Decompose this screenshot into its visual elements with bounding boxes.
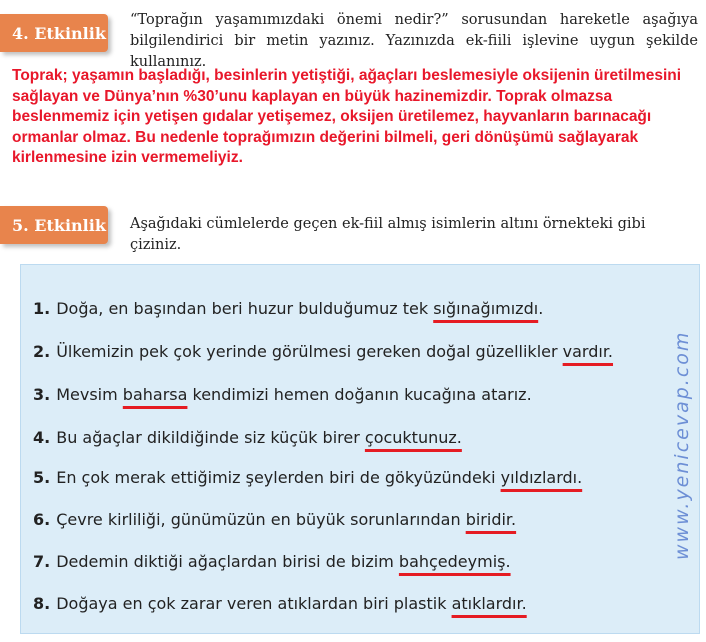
sentence-text: Doğa, en başından beri huzur bulduğumuz tek (56, 299, 434, 318)
sentence-5 (33, 468, 582, 487)
sentence-text: kendimizi hemen doğanın kucağına atarız. (187, 385, 532, 404)
sentence-7 (33, 552, 511, 571)
underlined-word: vardır. (562, 342, 614, 361)
sentence-text: En çok merak ettiğimiz şeylerden biri de gökyüzündeki (56, 468, 501, 487)
sentence-text: Çevre kirliliği, günümüzün en büyük sorunlarından (56, 510, 466, 529)
sentence-number: 3. (33, 385, 51, 404)
underlined-word: çocuktunuz. (364, 428, 462, 447)
activity-4-answer: Toprak; yaşamın başladığı, besinlerin yetiştiği, ağaçları beslemesiyle oksijenin üretilmesini sağlayan ve Dünya’nın %30’unu kaplayan en büyük hazinemizdir. Toprak olmazsa beslenmemiz için yetişen gıdalar yetişemez, oksijen üretilemez, hayvanların barınacağı ormanlar olmaz. Bu nedenle toprağımızın değerini bilmeli, geri dönüşümü sağlayarak kirlenmesine izin vermemeliyiz. (12, 67, 682, 166)
activity-5-badge: 5. Etkinlik (0, 206, 108, 244)
sentence-text: . (538, 299, 544, 318)
underlined-word: baharsa (122, 385, 188, 404)
underlined-word: atıklardır. (451, 594, 527, 613)
sentence-6 (33, 510, 516, 529)
sentence-number: 2. (33, 342, 51, 361)
sentence-text: Doğaya en çok zarar veren atıklardan biri plastik (56, 594, 452, 613)
activity-5-question: Aşağıdaki cümlelerde geçen ek-fiil almış isimlerin altını örnekteki gibi çiziniz. (130, 216, 646, 253)
sentence-1 (33, 299, 543, 318)
sentence-4 (33, 428, 462, 447)
sentence-text: Bu ağaçlar dikildiğinde siz küçük birer (56, 428, 365, 447)
sentences-panel (20, 264, 700, 634)
sentence-number: 6. (33, 510, 51, 529)
sentence-number: 4. (33, 428, 51, 447)
underlined-word: yıldızlardı. (500, 468, 583, 487)
sentence-text: Dedemin diktiği ağaçlardan birisi de bizim (56, 552, 399, 571)
sentence-8 (33, 594, 527, 613)
sentence-number: 5. (33, 468, 51, 487)
underlined-word: biridir. (465, 510, 517, 529)
underlined-word: bahçedeymiş. (398, 552, 511, 571)
activity-4-badge: 4. Etkinlik (0, 14, 108, 52)
watermark: www.yenicevap.com (671, 330, 693, 560)
sentence-3 (33, 385, 532, 404)
underlined-word: sığınağımızdı (433, 299, 539, 318)
sentence-number: 7. (33, 552, 51, 571)
sentence-text: Mevsim (56, 385, 123, 404)
activity-4-question: “Toprağın yaşamımızdaki önemi nedir?” sorusundan hareketle aşağıya bilgilendirici bir metin yazınız. Yazınızda ek-fiili işlevine uygun şekilde kullanınız. (130, 12, 698, 70)
sentence-number: 8. (33, 594, 51, 613)
sentence-number: 1. (33, 299, 51, 318)
sentence-2 (33, 342, 613, 361)
sentence-text: Ülkemizin pek çok yerinde görülmesi gereken doğal güzellikler (56, 342, 563, 361)
